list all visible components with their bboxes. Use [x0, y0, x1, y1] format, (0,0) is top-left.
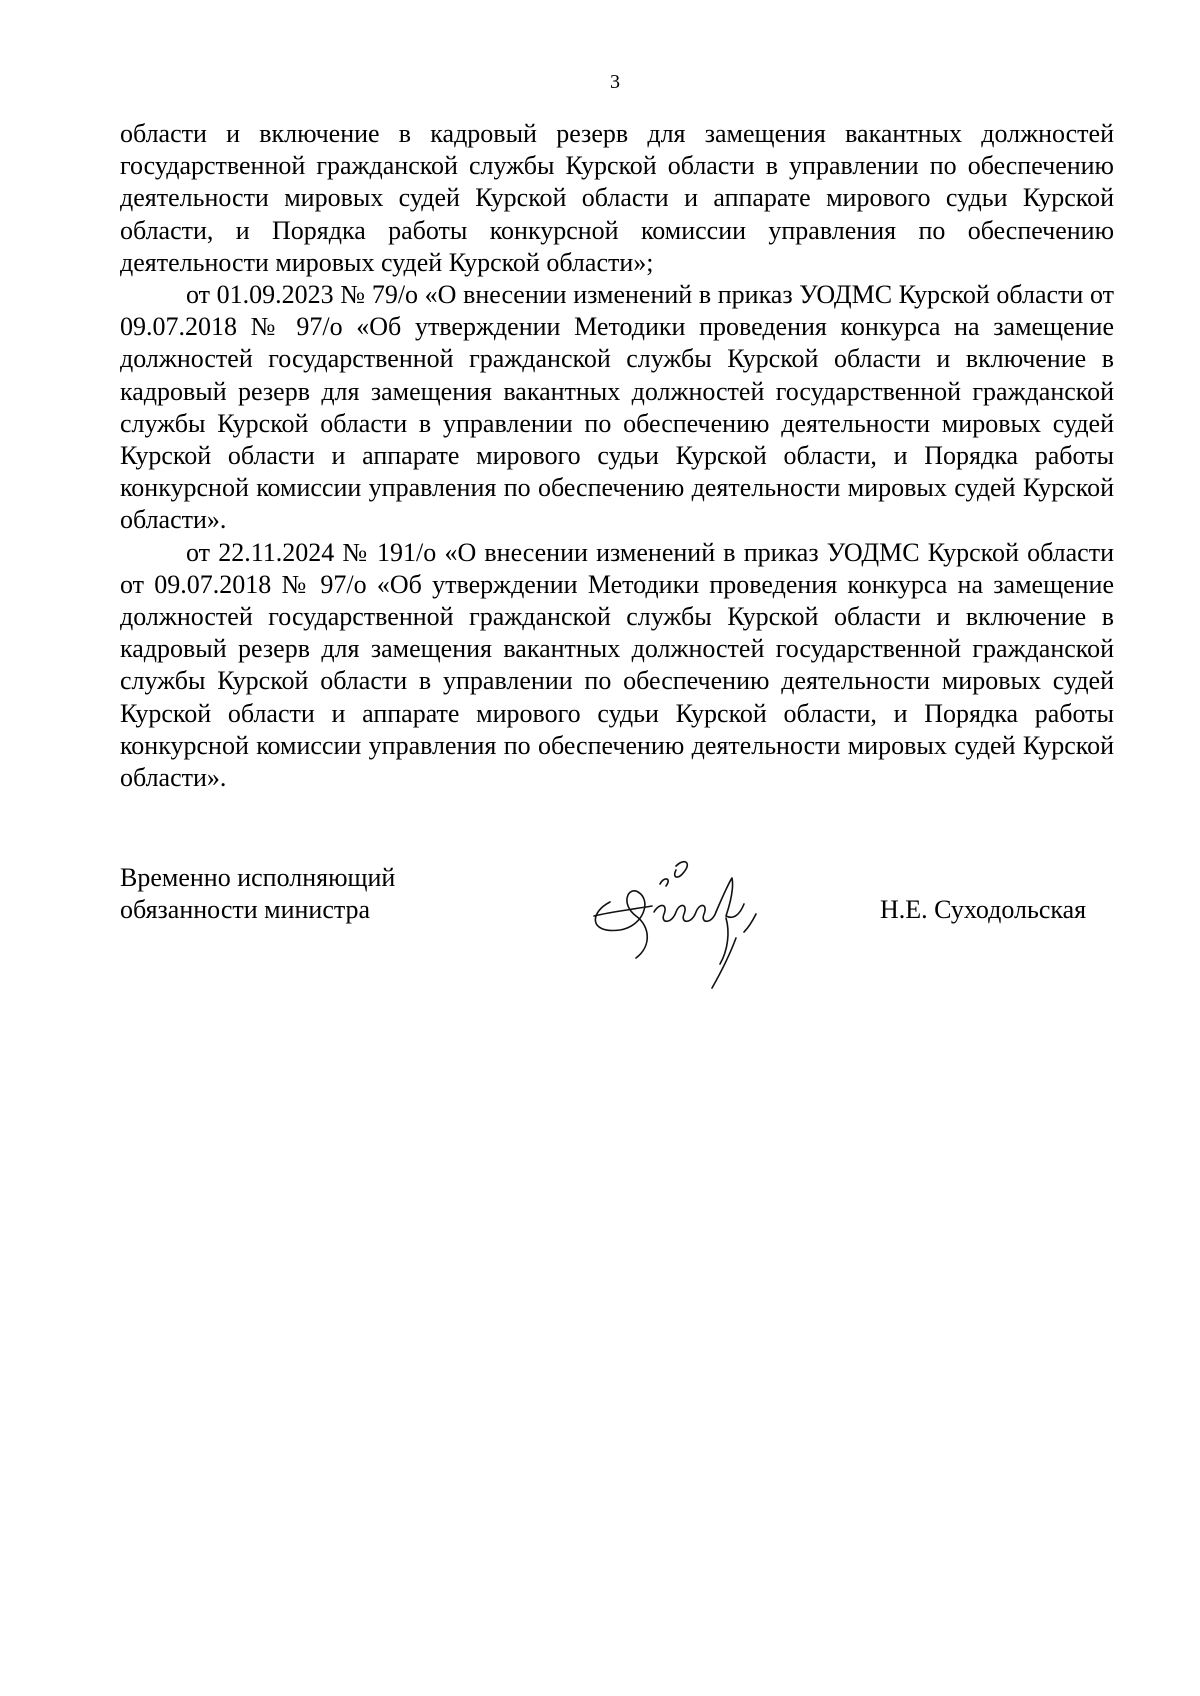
- handwritten-signature-icon: [580, 854, 780, 994]
- page-number: 3: [610, 71, 620, 93]
- document-body: [120, 118, 1114, 794]
- signer-position-line-1: Временно исполняющий: [120, 863, 396, 892]
- paragraph-order-79: от 01.09.2023 № 79/о «О внесении изменений в приказ УОДМС Курской области от 09.07.2018 № 97/о «Об утверждении Методики проведения конкурса на замещение должностей государственной гражданской службы Курской области и включение в кадровый резерв для замещения вакантных должностей государственной гражданской службы Курской области в управлении по обеспечению деятельности мировых судей Курской области и аппарате мирового судьи Курской области, и Порядка работы конкурсной комиссии управления по обеспечению деятельности мировых судей Курской области».: [120, 280, 1114, 535]
- signature-block: [120, 862, 1114, 1012]
- paragraph-continuation: области и включение в кадровый резерв для замещения вакантных должностей государственной гражданской службы Курской области в управлении по обеспечению деятельности мировых судей Курской области и аппарате мирового судьи Курской области, и Порядка работы конкурсной комиссии управления по обеспечению деятельности мировых судей Курской области»;: [120, 119, 1114, 277]
- signer-position-line-2: обязанности министра: [120, 895, 371, 924]
- signer-position: [120, 862, 520, 926]
- signer-name: Н.Е. Суходольская: [880, 895, 1087, 924]
- paragraph-order-191: от 22.11.2024 № 191/о «О внесении изменений в приказ УОДМС Курской области от 09.07.2018 № 97/о «Об утверждении Методики проведения конкурса на замещение должностей государственной гражданской службы Курской области и включение в кадровый резерв для замещения вакантных должностей государственной гражданской службы Курской области в управлении по обеспечению деятельности мировых судей Курской области и аппарате мирового судьи Курской области, и Порядка работы конкурсной комиссии управления по обеспечению деятельности мировых судей Курской области».: [120, 537, 1114, 793]
